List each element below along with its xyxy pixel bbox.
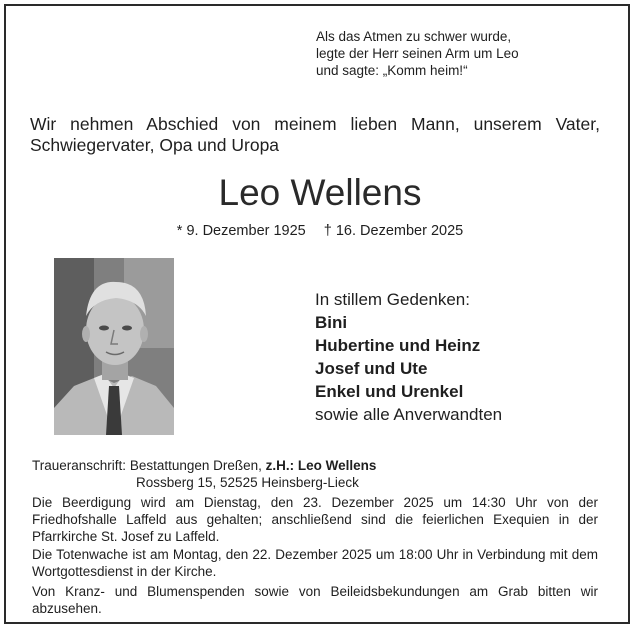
- address-attention: z.H.: Leo Wellens: [265, 458, 377, 473]
- mourner-name: Josef und Ute: [315, 359, 428, 378]
- address-street: Rossberg 15, 52525 Heinsberg-Lieck: [136, 475, 359, 490]
- address-label: Traueranschrift:: [32, 458, 127, 473]
- deceased-name: Leo Wellens: [218, 172, 422, 213]
- mourner-name: Hubertine und Heinz: [315, 336, 481, 355]
- life-dates: [0, 222, 640, 240]
- funeral-info: Die Beerdigung wird am Dienstag, den 23. Dezember 2025 um 14:30 Uhr von der Friedhofshalle Laffeld aus gehalten; anschließend sind die feierlichen Exequien in der Pfarrkirche St. Josef zu Laffeld.: [32, 495, 598, 544]
- flowers-note: Von Kranz- und Blumenspenden sowie von Beileidsbekundungen am Grab bitten wir abzusehen.: [32, 584, 598, 616]
- verse-quote: [316, 28, 519, 79]
- portrait-illustration: [54, 258, 174, 435]
- mourners-closing: sowie alle Anverwandten: [315, 405, 503, 424]
- farewell-intro: Wir nehmen Abschied von meinem lieben Mann, unserem Vater, Schwiegervater, Opa und Uropa: [30, 114, 600, 155]
- mourning-address: [32, 457, 376, 491]
- birth-date: * 9. Dezember 1925: [176, 223, 306, 239]
- mourners-list: [315, 288, 502, 426]
- verse-line-1: Als das Atmen zu schwer wurde,: [316, 29, 512, 44]
- address-company: Bestattungen Dreßen,: [129, 458, 262, 473]
- mourner-name: Enkel und Urenkel: [315, 382, 464, 401]
- wake-info: Die Totenwache ist am Montag, den 22. Dezember 2025 um 18:00 Uhr in Verbindung mit dem Wortgottesdienst in der Kirche.: [32, 547, 598, 579]
- verse-line-3: und sagte: „Komm heim!“: [316, 63, 468, 78]
- mourners-heading: In stillem Gedenken:: [315, 290, 470, 309]
- mourner-name: Bini: [315, 313, 348, 332]
- verse-line-2: legte der Herr seinen Arm um Leo: [316, 46, 519, 61]
- death-date: † 16. Dezember 2025: [323, 223, 464, 239]
- portrait-photo: [54, 258, 174, 435]
